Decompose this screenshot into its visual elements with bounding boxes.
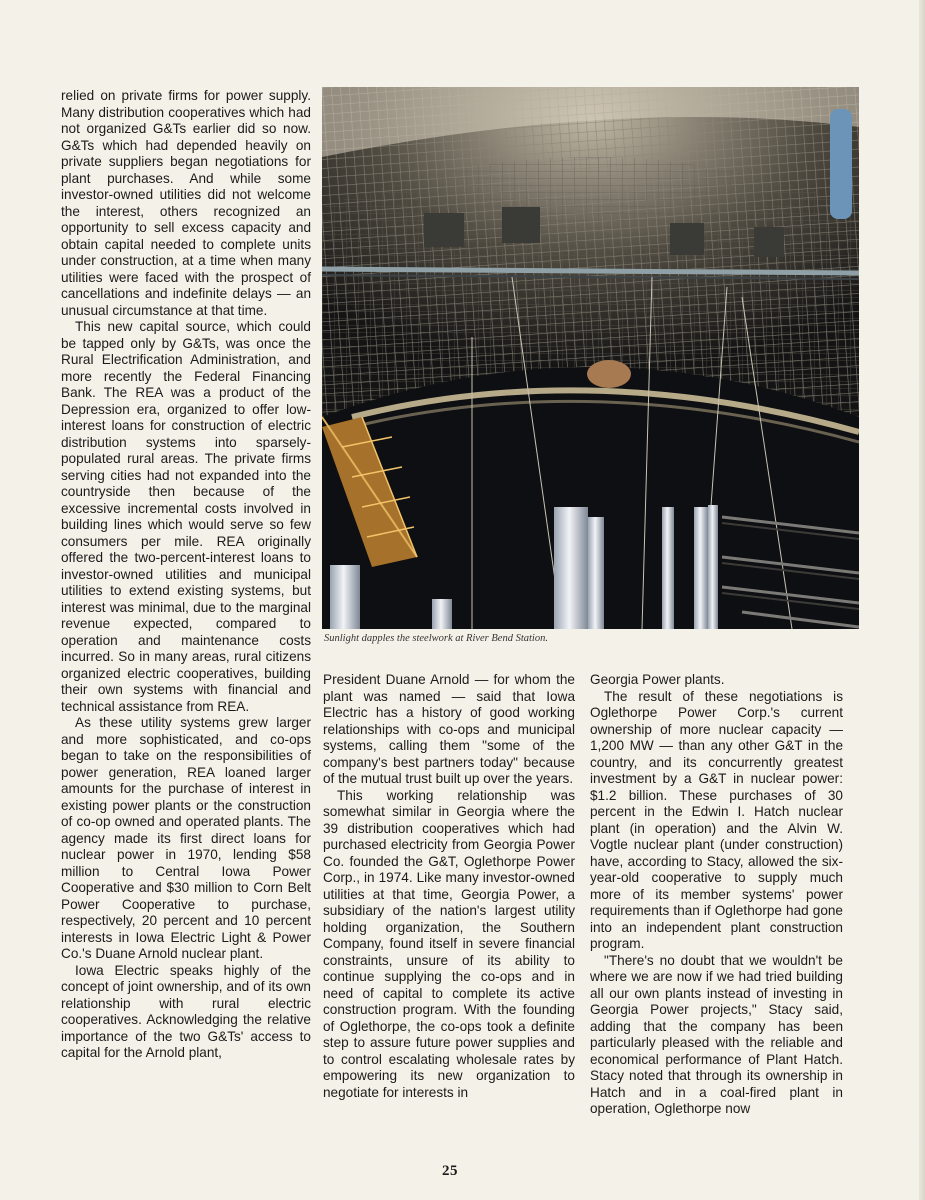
steelwork-image [322, 87, 859, 629]
text-column-3 [590, 672, 843, 1118]
text-column-2 [323, 672, 575, 1101]
paragraph: relied on private firms for power supply. Many distribution cooperatives which had not organized G&Ts earlier did so now. G&Ts which had depended heavily on private suppliers began negotiations for plant purchases. And while some investor-owned utilities did not welcome the interest, others recognized an opportunity to sell excess capacity and obtain capital needed to complete units under construction, at a time when many utilities were faced with the prospect of cancellations and indefinite delays — an unusual circumstance at that time. [61, 88, 311, 318]
paragraph: "There's no doubt that we wouldn't be where we are now if we had tried building all our own plants instead of investing in Georgia Power projects," Stacy said, adding that the company has been particularly pleased with the reliable and economical performance of Plant Hatch. Stacy noted that through its ownership in Hatch and in a coal-fired plant in operation, Oglethorpe now [590, 952, 843, 1116]
page-edge [919, 0, 925, 1200]
paragraph: Iowa Electric speaks highly of the concept of joint ownership, and of its own relationship with rural electric cooperatives. Acknowledging the relative importance of the two G&Ts' access to capital for the Arnold plant, [61, 962, 311, 1060]
paragraph: President Duane Arnold — for whom the plant was named — said that Iowa Electric has a history of good working relationships with co-ops and municipal systems, calling them "some of the company's best partners today" because of the mutual trust built up over the years. [323, 672, 575, 786]
text-column-1 [61, 88, 311, 1062]
construction-photo [322, 87, 859, 629]
paragraph: This working relationship was somewhat similar in Georgia where the 39 distribution cooperatives which had purchased electricity from Georgia Power Co. founded the G&T, Oglethorpe Power Corp., in 1974. Like many investor-owned utilities at that time, Georgia Power, a subsidiary of the nation's largest utility holding organization, the Southern Company, found itself in severe financial constraints, unsure of its ability to continue supplying the co-ops and in need of capital to complete its active construction program. With the founding of Oglethorpe, the co-ops took a definite step to assure future power supplies and to control escalating wholesale rates by empowering its new organization to negotiate for interests in [323, 787, 575, 1100]
paragraph: The result of these negotiations is Oglethorpe Power Corp.'s current ownership of more nuclear capacity — 1,200 MW — than any other G&T in the country, and its concurrently greatest investment by a G&T in nuclear power: $1.2 billion. These purchases of 30 percent in the Edwin I. Hatch nuclear plant (in operation) and the Alvin W. Vogtle nuclear plant (under construction) have, according to Stacy, allowed the six-year-old cooperative to supply much more of its member systems' power requirements than if Oglethorpe had gone into an independent plant construction program. [590, 688, 843, 951]
paragraph: As these utility systems grew larger and more sophisticated, and co-ops began to take on the responsibilities of power generation, REA loaned larger amounts for the purchase of interest in existing power plants or the construction of co-op owned and operated plants. The agency made its first direct loans for nuclear power in 1970, lending $58 million to Central Iowa Power Cooperative and $30 million to Corn Belt Power Cooperative to purchase, respectively, 20 percent and 10 percent interests in Iowa Electric Light & Power Co.'s Duane Arnold nuclear plant. [61, 715, 311, 961]
paragraph: Georgia Power plants. [590, 672, 725, 687]
page-number: 25 [442, 1163, 458, 1179]
figure-caption: Sunlight dapples the steelwork at River Bend Station. [324, 633, 548, 644]
paragraph: This new capital source, which could be tapped only by G&Ts, was once the Rural Electrification Administration, and more recently the Federal Financing Bank. The REA was a product of the Depression era, organized to offer low-interest loans for construction of electric distribution systems into sparsely-populated rural areas. The private firms serving cities had not expanded into the countryside then because of the excessive incremental costs involved in building lines which would serve so few consumers per mile. REA originally offered the two-percent-interest loans to investor-owned utilities and municipal utilities to extend existing systems, but interest was minimal, due to the marginal revenue expected, compared to operation and maintenance costs incurred. So in many areas, rural citizens organized electric cooperatives, building their own systems with financial and technical assistance from REA. [61, 319, 311, 714]
